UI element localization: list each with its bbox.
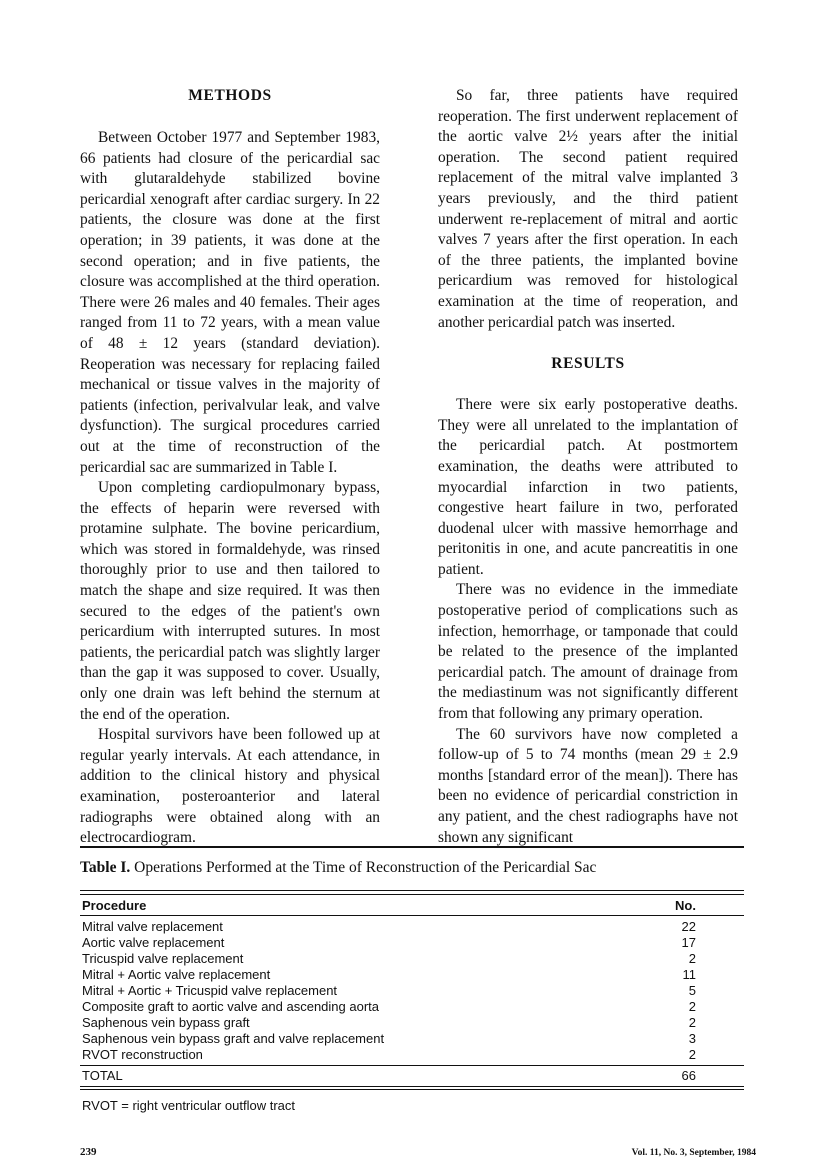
table-label: Table I.	[80, 859, 131, 876]
page-number: 239	[80, 1146, 97, 1158]
procedure-cell: Composite graft to aortic valve and ascending aorta	[82, 999, 380, 1014]
results-paragraph-1: There were six early postoperative deaths. They were all unrelated to the implantation of the pericardial patch. At postmortem examination, the deaths were attributed to myocardial infarction in two patients, congestive heart failure in two, perforated duodenal ulcer with massive hemorrhage and peritonitis in one, and acute pancreatitis in one patient.	[438, 396, 738, 578]
total-value: 66	[681, 1068, 696, 1083]
operations-table	[80, 890, 744, 1113]
procedure-cell: Aortic valve replacement	[82, 935, 225, 950]
table-body	[80, 916, 744, 1065]
table-row	[80, 967, 744, 983]
table-caption-text: Operations Performed at the Time of Reconstruction of the Pericardial Sac	[134, 859, 597, 876]
methods-paragraph-1: Between October 1977 and September 1983, 66 patients had closure of the pericardial sac with glutaraldehyde stabilized bovine pericardial xenograft after cardiac surgery. In 22 patients, the closure was done at the first operation; in 39 patients, it was done at the second operation; and in five patients, the closure was accomplished at the third operation. There were 26 males and 40 females. Their ages ranged from 11 to 72 years, with a mean value of 48 ± 12 years (standard deviation). Reoperation was necessary for replacing failed mechanical or tissue valves in the majority of patients (infection, perivalvular leak, and valve dysfunction). The surgical procedures carried out at the time of reconstruction of the pericardial sac are summarized in Table I.	[80, 129, 380, 476]
table-row	[80, 919, 744, 935]
column-header-no: No.	[675, 898, 696, 913]
procedure-cell: Mitral + Aortic + Tricuspid valve replacement	[82, 983, 338, 998]
procedure-cell: Saphenous vein bypass graft	[82, 1015, 250, 1030]
methods-heading: METHODS	[188, 87, 272, 104]
procedure-cell: RVOT reconstruction	[82, 1047, 203, 1062]
count-cell: 2	[688, 999, 696, 1014]
table-row	[80, 999, 744, 1015]
procedure-cell: Mitral + Aortic valve replacement	[82, 967, 271, 982]
procedure-cell: Tricuspid valve replacement	[82, 951, 244, 966]
table-row	[80, 1015, 744, 1031]
procedure-cell: Mitral valve replacement	[82, 919, 223, 934]
table-caption	[80, 859, 744, 877]
table-total-row	[80, 1065, 744, 1086]
count-cell: 22	[681, 919, 696, 934]
table-row	[80, 983, 744, 999]
count-cell: 2	[688, 951, 696, 966]
methods-paragraph-3: Hospital survivors have been followed up at regular yearly intervals. At each attendance, in addition to the clinical history and physical examination, posteroanterior and lateral radiographs were obtained along with an electrocardiogram.	[80, 726, 380, 847]
right-column	[438, 86, 738, 848]
reoperation-paragraph: So far, three patients have required reoperation. The first underwent replacement of the aortic valve 2½ years after the initial operation. The second patient required replacement of the mitral valve implanted 3 years previously, and the third patient underwent re-replacement of mitral and aortic valves 7 years after the first operation. In each of the three patients, the implanted bovine pericardium was removed for histological examination at the time of reoperation, and another pericardial patch was inserted.	[438, 87, 738, 331]
count-cell: 11	[682, 967, 696, 982]
table-row	[80, 1031, 744, 1047]
journal-info: Vol. 11, No. 3, September, 1984	[631, 1148, 756, 1158]
count-cell: 5	[688, 983, 696, 998]
count-cell: 17	[681, 935, 696, 950]
results-heading: RESULTS	[551, 355, 625, 373]
column-header-procedure: Procedure	[82, 898, 147, 913]
total-label: TOTAL	[82, 1068, 123, 1083]
table-top-rule	[80, 846, 744, 848]
results-paragraph-2: There was no evidence in the immediate postoperative period of complications such as infection, hemorrhage, or tamponade that could be related to the presence of the implanted pericardial patch. The amount of drainage from the mediastinum was not significantly different from that following any primary operation.	[438, 581, 738, 723]
table-bottom-double-rule	[80, 1086, 744, 1090]
table-row	[80, 951, 744, 967]
table-header-row	[80, 895, 744, 916]
methods-paragraph-2: Upon completing cardiopulmonary bypass, the effects of heparin were reversed with protamine sulphate. The bovine pericardium, which was stored in formaldehyde, was rinsed thoroughly prior to use and then tailored to match the shape and size required. It was then secured to the edges of the patient's own pericardium with interrupted sutures. In most patients, the pericardial patch was slightly larger than the gap it was supposed to cover. Usually, only one drain was left behind the sternum at the end of the operation.	[80, 479, 380, 723]
left-column	[80, 86, 380, 849]
table-row	[80, 1047, 744, 1063]
results-paragraph-3: The 60 survivors have now completed a follow-up of 5 to 74 months (mean 29 ± 2.9 months [standard error of the mean]). There has been no evidence of pericardial constriction in any patient, and the chest radiographs have not shown any significant	[438, 725, 738, 846]
count-cell: 2	[688, 1015, 696, 1030]
table-footnote: RVOT = right ventricular outflow tract	[82, 1098, 296, 1113]
count-cell: 3	[688, 1031, 696, 1046]
table-row	[80, 935, 744, 951]
procedure-cell: Saphenous vein bypass graft and valve replacement	[82, 1031, 385, 1046]
count-cell: 2	[688, 1047, 696, 1062]
